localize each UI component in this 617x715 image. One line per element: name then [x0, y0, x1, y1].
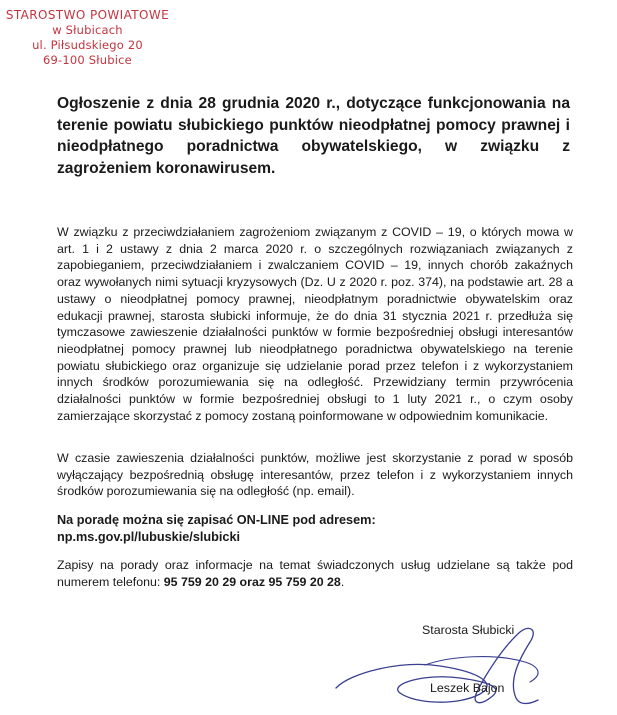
stamp-line-street: ul. Piłsudskiego 20	[32, 38, 143, 52]
handwritten-signature	[330, 618, 560, 713]
signoff-name: Leszek Bajon	[430, 681, 505, 695]
paragraph-online-registration	[57, 512, 573, 545]
paragraph-covid-suspension: W związku z przeciwdziałaniem zagrożeniom związanym z COVID – 19, o których mowa w art. 1 i 2 ustawy z dnia 2 marca 2020 r. o szczególnych rozwiązaniach związanych z zapobieganiem, przeciwdziałaniem i zwalczaniem COVID – 19, innych chorób zakaźnych oraz wywołanych nimi sytuacji kryzysowych (Dz. U z 2020 r. poz. 374), na podstawie art. 28 a ustawy o nieodpłatnej pomocy prawnej, nieodpłatnym poradnictwie obywatelskim oraz edukacji prawnej, starosta słubicki informuje, że do dnia 31 stycznia 2021 r. przedłuża się tymczasowe zawieszenie działalności punktów w formie bezpośredniej obsługi interesantów nieodpłatnej pomocy prawnej lub nieodpłatnego poradnictwa obywatelskiego na terenie powiatu słubickiego oraz organizuje się udzielanie porad przez telefon i z wykorzystaniem innych środków porozumiewania się na odległość. Przewidziany termin przywrócenia działalności punktów w formie bezpośredniej obsługi to 1 luty 2021 r., o czym osoby zamierzające skorzystać z pomocy zostaną poinformowane w odpowiednim komunikacie.	[57, 225, 573, 423]
paragraph-remote-advice: W czasie zawieszenia działalności punktów, możliwe jest skorzystanie z porad w sposób wyłączający bezpośrednią obsługę interesantów, przez telefon i z wykorzystaniem innych środków porozumiewania się na odległość (np. email).	[57, 451, 573, 499]
stamp-line-postcode: 69-100 Słubice	[43, 53, 132, 67]
stamp-line-city: w Słubicach	[52, 23, 123, 37]
phone-registration-text: Zapisy na porady oraz informacje na temat świadczonych usług udzielane są także pod numerem telefonu:	[57, 558, 573, 589]
announcement-title: Ogłoszenie z dnia 28 grudnia 2020 r., dotyczące funkcjonowania na terenie powiatu słubickiego punktów nieodpłatnej pomocy prawnej i nieodpłatnego poradnictwa obywatelskiego, w związku z zagrożeniem koronawirusem.	[57, 95, 570, 177]
office-stamp	[0, 8, 175, 68]
stamp-line-office: STAROSTWO POWIATOWE	[5, 8, 170, 22]
phone-registration-end: .	[340, 574, 345, 589]
phone-numbers: 95 759 20 29 oraz 95 759 20 28	[163, 574, 341, 589]
signoff-title: Starosta Słubicki	[422, 623, 515, 637]
paragraph-phone-registration	[57, 557, 573, 590]
registration-address-link[interactable]: np.ms.gov.pl/lubuskie/slubicki	[57, 529, 241, 544]
online-registration-text: Na poradę można się zapisać ON-LINE pod adresem:	[57, 513, 376, 527]
